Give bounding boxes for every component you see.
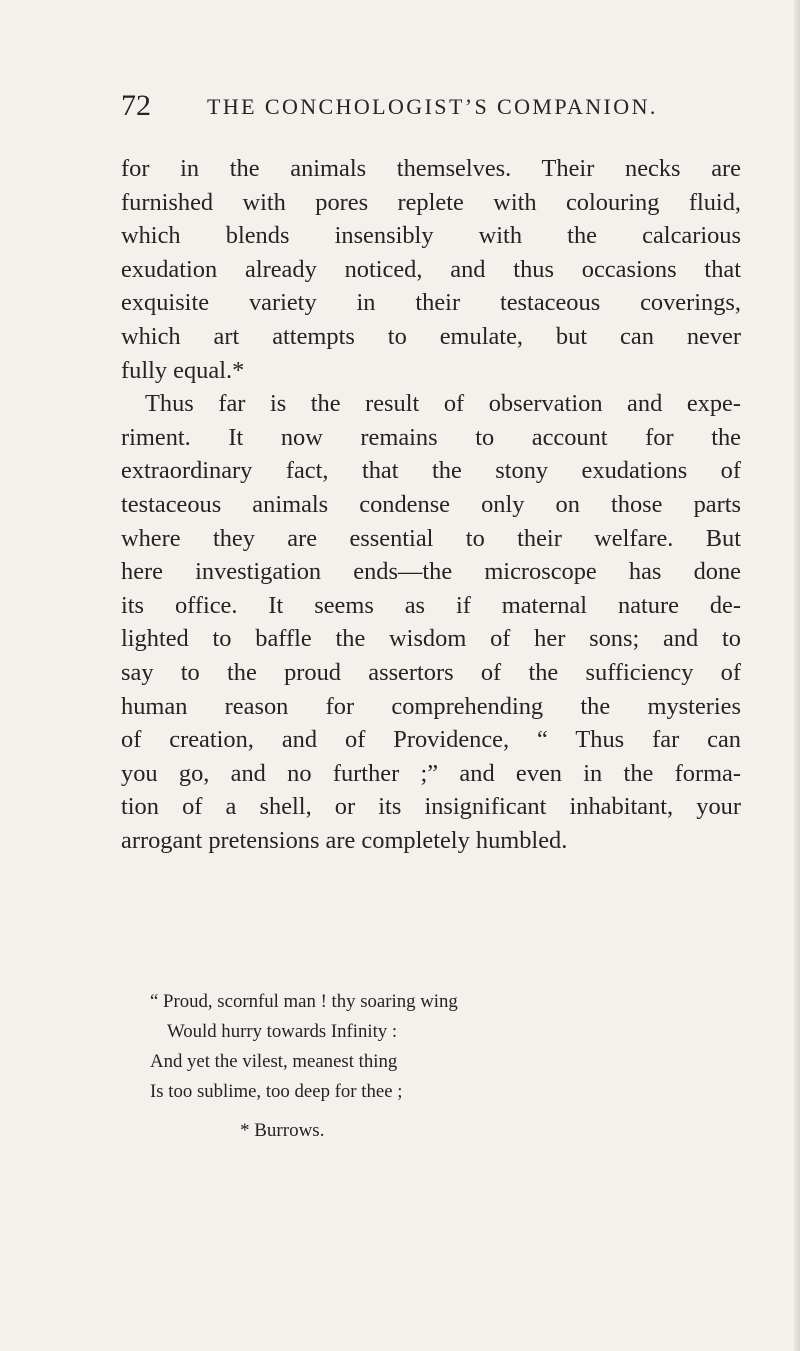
body-line: Thus far is the result of observation and expe- — [145, 390, 741, 418]
footnote: * Burrows. — [240, 1120, 325, 1141]
body-line: tion of a shell, or its insignificant inhabitant, your — [121, 793, 741, 821]
running-title: THE CONCHOLOGIST’S COMPANION. — [207, 94, 658, 119]
body-line: which blends insensibly with the calcarious — [121, 222, 741, 250]
verse-line: And yet the vilest, meanest thing — [150, 1051, 398, 1072]
body-line: fully equal.* — [121, 356, 245, 384]
page-edge — [794, 0, 800, 1351]
verse-quotation — [150, 987, 670, 1107]
body-line: furnished with pores replete with colouring fluid, — [121, 188, 741, 216]
verse-line: “ Proud, scornful man ! thy soaring wing — [150, 991, 458, 1012]
body-line: human reason for comprehending the mysteries — [121, 692, 741, 720]
body-line: its office. It seems as if maternal nature de- — [121, 591, 741, 619]
body-line: testaceous animals condense only on those parts — [121, 490, 741, 518]
body-line: where they are essential to their welfare. But — [121, 524, 741, 552]
body-line: of creation, and of Providence, “ Thus far can — [121, 726, 741, 754]
body-line: riment. It now remains to account for the — [121, 423, 741, 451]
verse-line: Is too sublime, too deep for thee ; — [150, 1081, 403, 1102]
page-header — [121, 88, 741, 124]
body-text — [121, 152, 741, 857]
body-line: lighted to baffle the wisdom of her sons; and to — [121, 625, 741, 653]
body-line: for in the animals themselves. Their necks are — [121, 155, 741, 182]
verse-line: Would hurry towards Infinity : — [167, 1021, 398, 1042]
body-line: say to the proud assertors of the sufficiency of — [121, 658, 741, 686]
body-line: arrogant pretensions are completely humbled. — [121, 826, 568, 854]
body-line: you go, and no further ;” and even in the forma- — [121, 759, 741, 787]
body-line: exudation already noticed, and thus occasions that — [121, 255, 741, 283]
body-line: here investigation ends—the microscope has done — [121, 558, 741, 586]
page-number: 72 — [121, 89, 151, 122]
body-line: exquisite variety in their testaceous coverings, — [121, 289, 741, 317]
body-line: which art attempts to emulate, but can never — [121, 322, 741, 350]
body-line: extraordinary fact, that the stony exudations of — [121, 457, 741, 485]
